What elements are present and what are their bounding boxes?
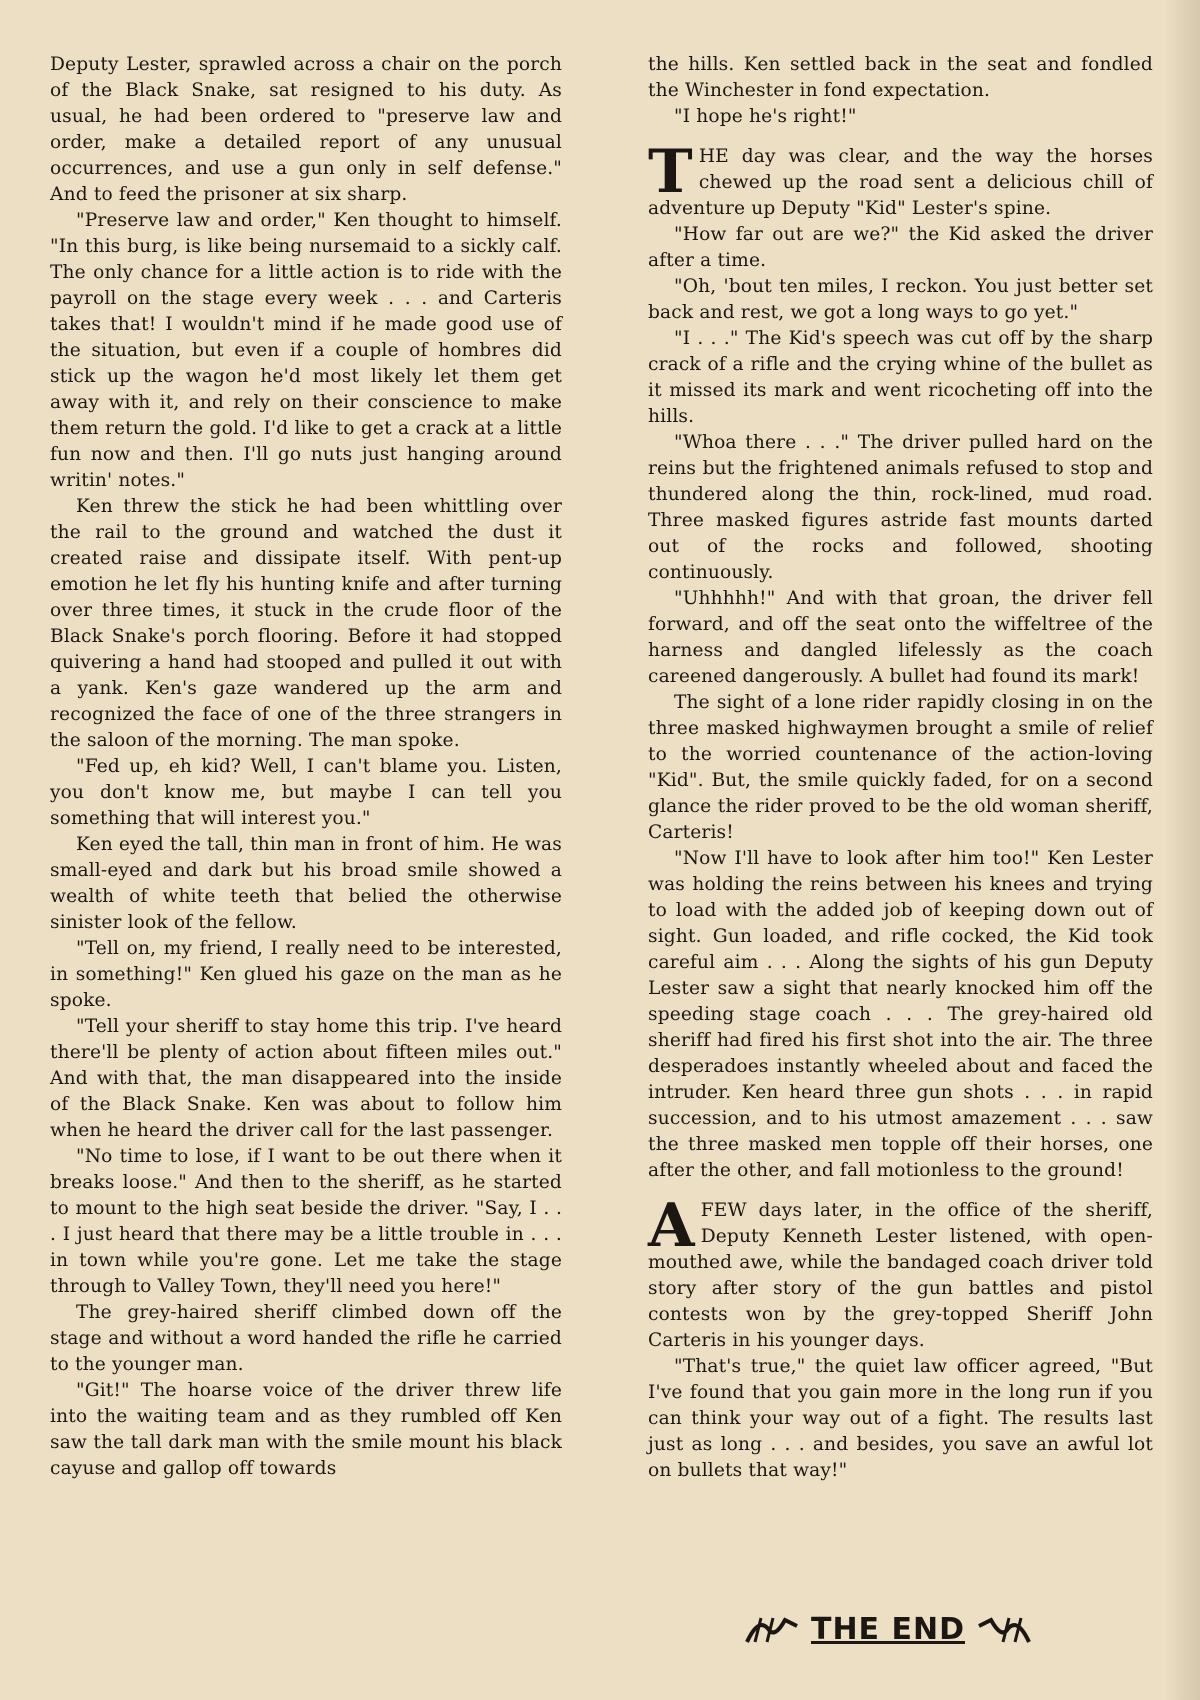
paragraph: the hills. Ken settled back in the seat and fondled the Winchester in fond expectation. (648, 54, 1153, 101)
paragraph-text: FEW days later, in the office of the sheriff, Deputy Kenneth Lester listened, with open-mouthed awe, while the bandaged coach driver told story after story of the gun battles and pistol contests won by the grey-topped Sheriff John Carteris in his younger days. (648, 1200, 1153, 1351)
paragraph: "Uhhhhh!" And with that groan, the driver fell forward, and off the seat onto the wiffeltree of the harness and dangled lifelessly as the coach careened dangerously. A bullet had found its mark! (648, 588, 1153, 687)
drop-cap: T (648, 137, 693, 207)
paragraph: Deputy Lester, sprawled across a chair on the porch of the Black Snake, sat resigned to his duty. As usual, he had been ordered to "preserve law and order, make a detailed report of any unusual occurrences, and use a gun only in self defense." And to feed the prisoner at six sharp. (50, 54, 562, 205)
paragraph: The sight of a lone rider rapidly closing in on the three masked highwaymen brought a smile of relief to the worried countenance of the action-loving "Kid". But, the smile quickly faded, for on a second glance the rider proved to be the old woman sheriff, Carteris! (648, 692, 1153, 843)
paragraph: "Tell on, my friend, I really need to be interested, in something!" Ken glued his gaze on the man as he spoke. (50, 938, 562, 1011)
flourish-right-icon (977, 1612, 1031, 1646)
paragraph: "How far out are we?" the Kid asked the driver after a time. (648, 224, 1153, 271)
paragraph: "I hope he's right!" (674, 106, 857, 127)
paragraph: "That's true," the quiet law officer agreed, "But I've found that you gain more in the long run if you can think your way out of a fight. The results last just as long . . . and besides, you save an awful lot on bullets that way!" (648, 1356, 1153, 1481)
paragraph: "Git!" The hoarse voice of the driver threw life into the waiting team and as they rumbled off Ken saw the tall dark man with the smile mount his black cayuse and gallop off towards (50, 1380, 562, 1479)
section-three-opening (648, 1191, 1153, 1354)
paragraph: "Whoa there . . ." The driver pulled hard on the reins but the frightened animals refused to stop and thundered along the thin, rock-lined, mud road. Three masked figures astride fast mounts darted out of the rocks and followed, shooting continuously. (648, 432, 1153, 583)
end-label: THE END (810, 1611, 965, 1647)
paragraph-text: HE day was clear, and the way the horses chewed up the road sent a delicious chill of adventure up Deputy "Kid" Lester's spine. (648, 146, 1153, 219)
paragraph: "No time to lose, if I want to be out there when it breaks loose." And then to the sheriff, as he started to mount to the high seat beside the driver. "Say, I . . . I just heard that there may be a little trouble in . . . in town while you're gone. Let me take the stage through to Valley Town, they'll need you here!" (50, 1146, 562, 1297)
paragraph: "Oh, 'bout ten miles, I reckon. You just better set back and rest, we got a long ways to go yet." (648, 276, 1153, 323)
flourish-left-icon (745, 1612, 799, 1646)
paragraph: Ken eyed the tall, thin man in front of him. He was small-eyed and dark but his broad smile showed a wealth of white teeth that belied the otherwise sinister look of the fellow. (50, 834, 562, 933)
paragraph: "Preserve law and order," Ken thought to himself. "In this burg, is like being nursemaid to a sickly calf. The only chance for a little action is to ride with the payroll on the stage every week . . . and Carteris takes that! I wouldn't mind if he made good use of the situation, but even if a couple of hombres did stick up the wagon he'd most likely let them get away with it, and rely on their conscience to make them return the gold. I'd like to get a crack at a little fun now and then. I'll go nuts just hanging around writin' notes." (50, 210, 562, 491)
paragraph: "I . . ." The Kid's speech was cut off by the sharp crack of a rifle and the crying whine of the bullet as it missed its mark and went ricocheting off into the hills. (648, 328, 1153, 427)
paragraph: "Tell your sheriff to stay home this trip. I've heard there'll be plenty of action about fifteen miles out." And with that, the man disappeared into the inside of the Black Snake. Ken was about to follow him when he heard the driver call for the last passenger. (50, 1016, 562, 1141)
paragraph: "Fed up, eh kid? Well, I can't blame you. Listen, you don't know me, but maybe I can tell you something that will interest you." (50, 756, 562, 829)
paragraph: "Now I'll have to look after him too!" Ken Lester was holding the reins between his knees and trying to load with the added job of keeping down out of sight. Gun loaded, and rifle cocked, the Kid took careful aim . . . Along the sights of his gun Deputy Lester saw a sight that nearly knocked him off the speeding stage coach . . . The grey-haired old sheriff had fired his first shot into the air. The three desperadoes instantly wheeled about and faced the intruder. Ken heard three gun shots . . . in rapid succession, and to his utmost amazement . . . saw the three masked men topple off their horses, one after the other, and fall motionless to the ground! (648, 848, 1153, 1181)
page-edge-shadow (1164, 0, 1200, 1700)
the-end-mark (718, 1602, 1058, 1656)
right-column (648, 52, 1153, 1484)
drop-cap: A (648, 1191, 695, 1261)
paragraph: The grey-haired sheriff climbed down off the stage and without a word handed the rifle he carried to the younger man. (50, 1302, 562, 1375)
section-two-opening (648, 137, 1153, 222)
left-column (50, 52, 562, 1482)
paragraph: Ken threw the stick he had been whittling over the rail to the ground and watched the dust it created raise and dissipate itself. With pent-up emotion he let fly his hunting knife and after turning over three times, it stuck in the crude floor of the Black Snake's porch flooring. Before it had stopped quivering a hand had stooped and pulled it out with a yank. Ken's gaze wandered up the arm and recognized the face of one of the three strangers in the saloon of the morning. The man spoke. (50, 496, 562, 751)
